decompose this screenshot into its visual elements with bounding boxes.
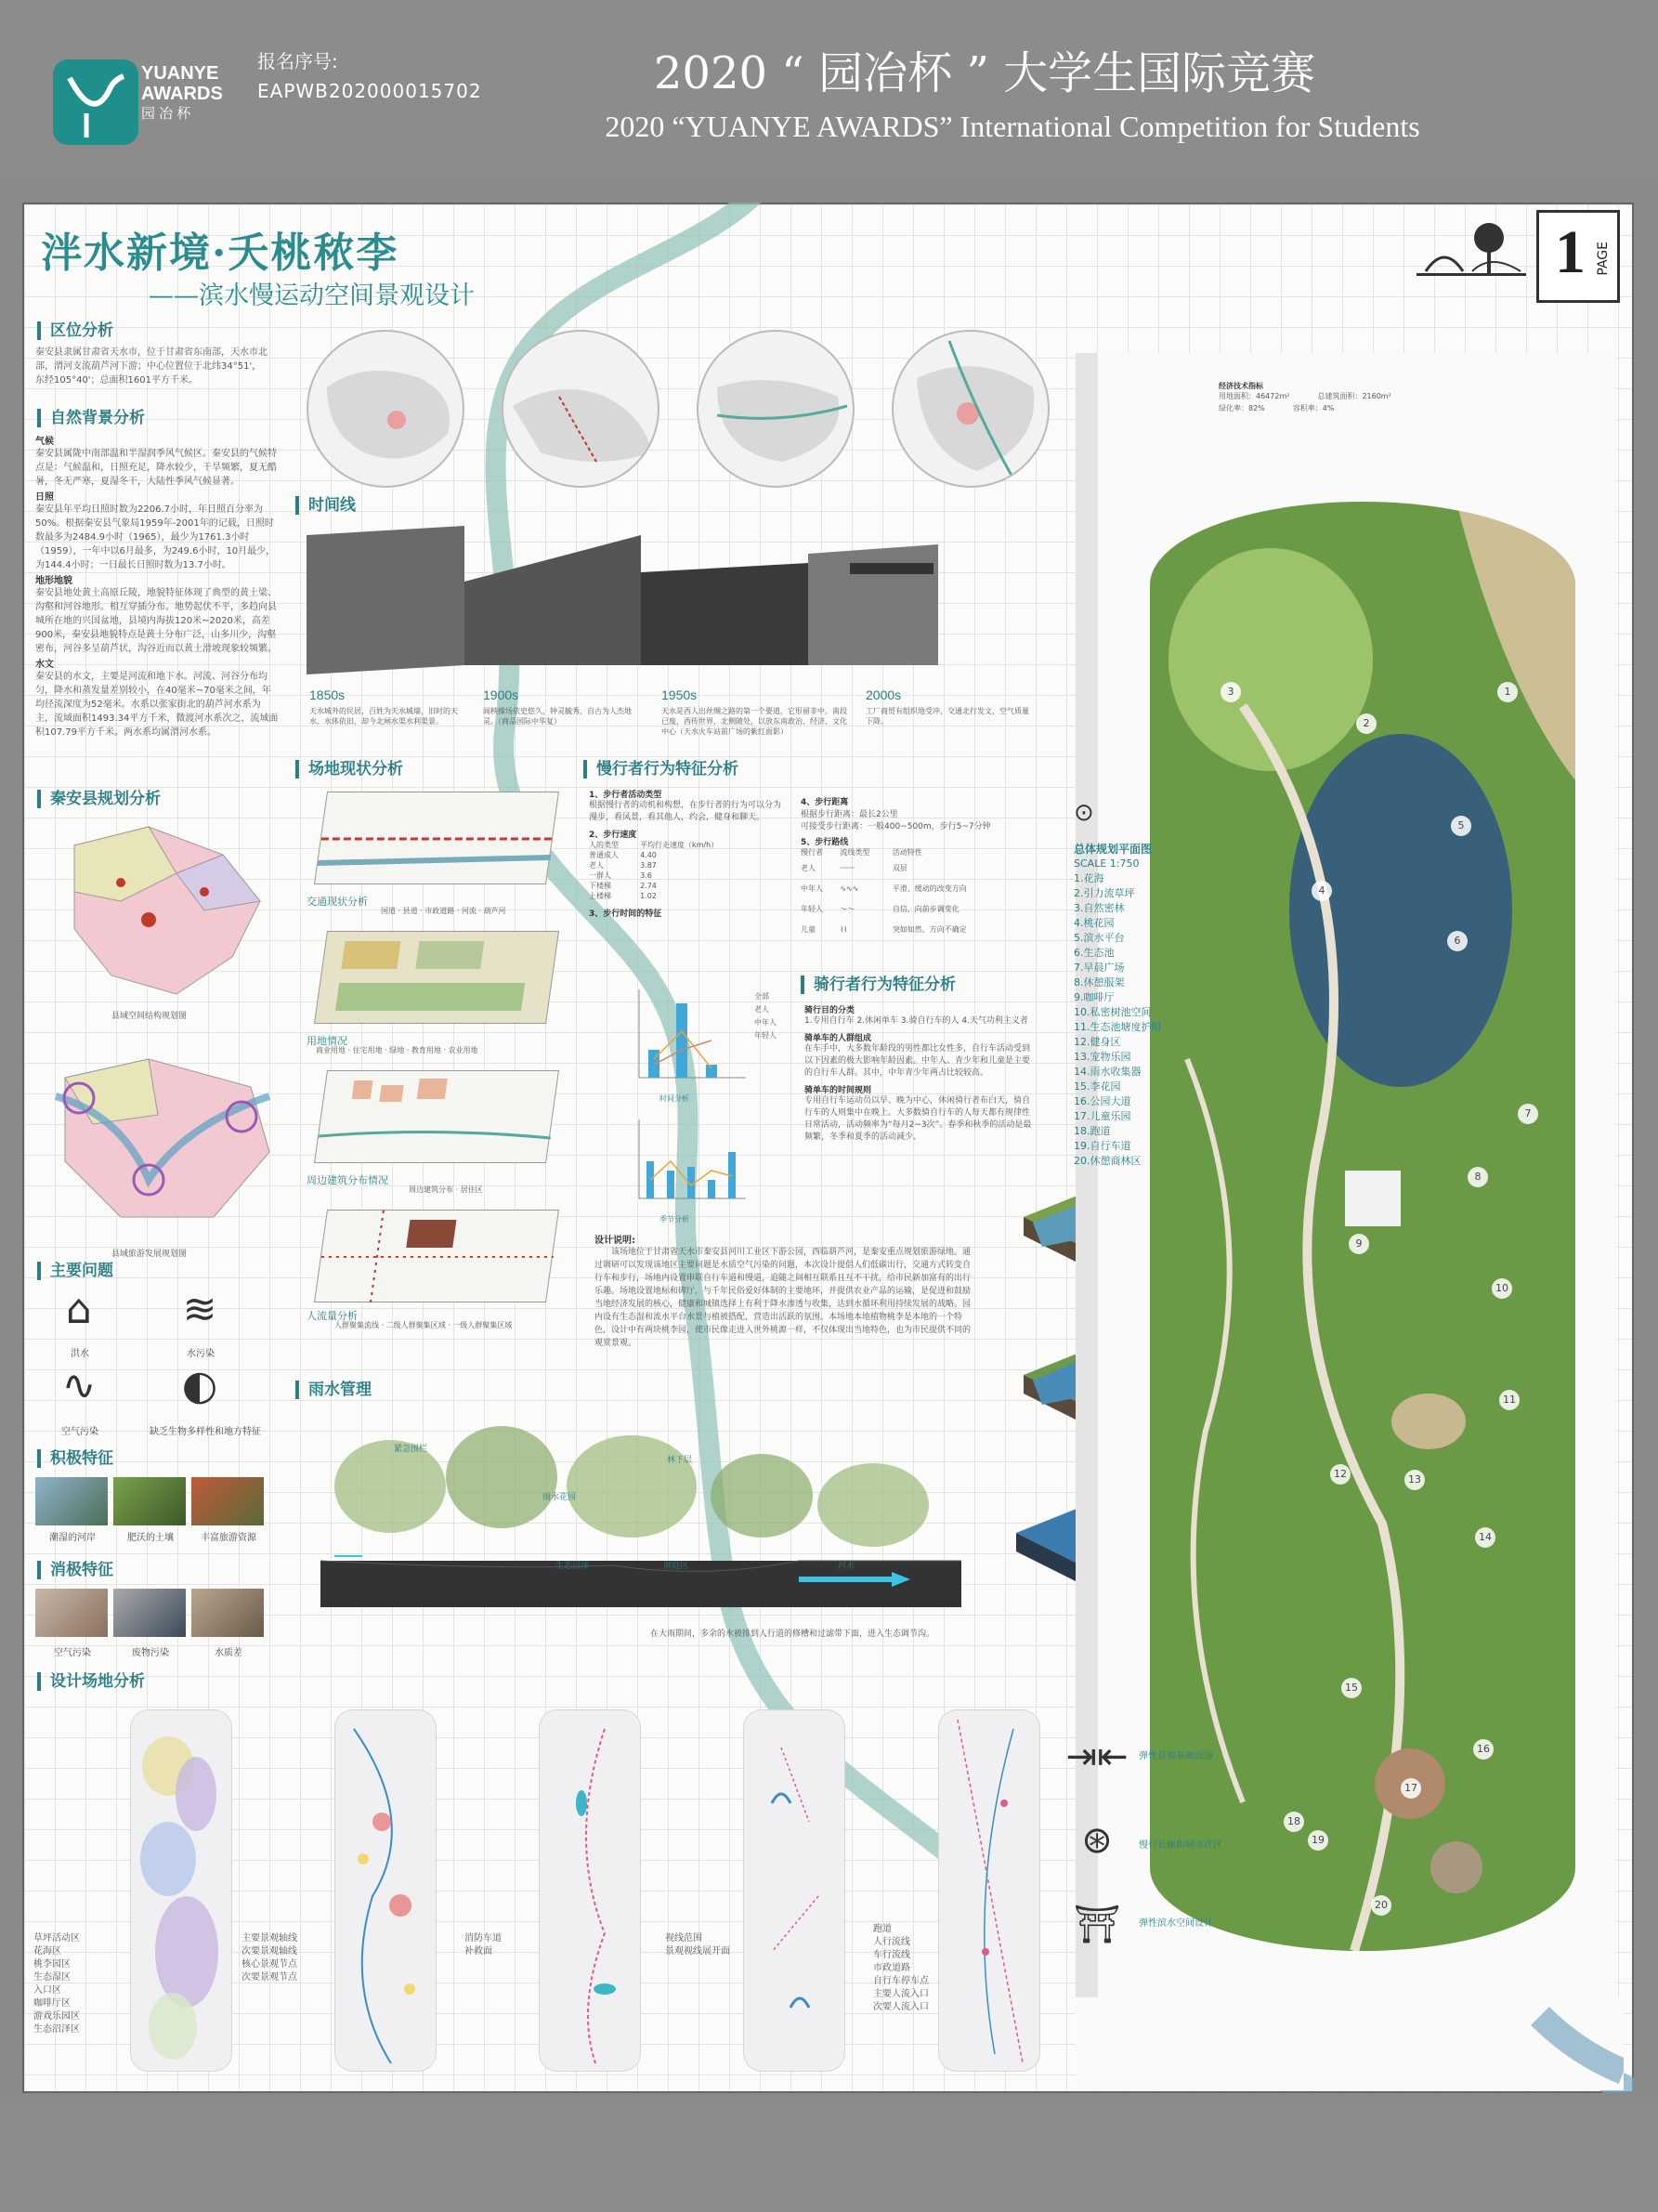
- project-title: 泮水新境·夭桃秾李: [41, 229, 399, 277]
- problem-air-pollution: 空气污染: [61, 1427, 98, 1437]
- building-map: [314, 1070, 559, 1163]
- negative-label-3: 水质差: [215, 1648, 242, 1658]
- era-1850: 1850s: [309, 687, 346, 702]
- plan-marker-8: 8: [1468, 1167, 1488, 1187]
- cyclist-p3: 专用自行车运动员以早、晚为中心，休闲骑行者布白天，骑自行车的人则集中在晚上。大多数骑自行车的人每天都有规律性日常活动，活动频率为“每月2~3次”。春季和秋季的活动是最频繁，冬季和夏季的活动减少。: [804, 1096, 1032, 1142]
- circulation-legend: 跑道 人行流线 车行流线 市政道路 自行车停车点 主要人流入口 次要人流入口: [873, 1924, 929, 2012]
- axis-legend: 主要景观轴线 次要景观轴线 核心景观节点 次要景观节点: [242, 1933, 297, 1983]
- plan-marker-3: 3: [1221, 682, 1241, 702]
- section-planning: 秦安县规划分析: [37, 790, 161, 808]
- plan-marker-20: 20: [1371, 1895, 1391, 1916]
- section-positive: 积极特征: [37, 1449, 113, 1468]
- design-description: [594, 1232, 975, 1350]
- county-tour-caption: 县域旅游发展规划图: [111, 1250, 188, 1259]
- negative-label-2: 废物污染: [132, 1648, 169, 1658]
- rain-label-swale: 生态沼泽: [555, 1562, 590, 1571]
- sightline-legend: 视线范围 景观视线展开面: [665, 1933, 730, 1957]
- plan-marker-15: 15: [1341, 1678, 1362, 1698]
- location-map-gansu: [502, 330, 659, 488]
- analysis-circulation: [938, 1709, 1040, 2072]
- plan-marker-6: 6: [1447, 931, 1468, 951]
- cyclist-p2: 在车手中，大多数年龄段的男性都比女性多，自行车活动受到以下因素的极大影响年龄因素。中年人、青少年和儿童是主要的自行车人群。其中，中年青少年两占比较较高。: [804, 1044, 1031, 1078]
- analysis-axis: [334, 1709, 437, 2072]
- walker-h4: 4、步行距离: [801, 798, 849, 807]
- side-label-1: 弹性景观基础设施: [1139, 1751, 1213, 1761]
- photo-riverbank: [35, 1477, 108, 1525]
- zoning-legend: 草坪活动区 花海区 桃李园区 生态湿区 入口区 咖啡厅区 游戏乐园区 生态沼泽区: [33, 1933, 80, 2035]
- chart-series-legend: 全部 老人 中年人 年轻人: [754, 992, 777, 1040]
- plan-marker-11: 11: [1499, 1390, 1520, 1410]
- cyclist-h1: 骑行目的分类: [804, 1006, 855, 1015]
- county-space-caption: 县域空间结构规划图: [111, 1012, 188, 1021]
- mask-icon: ◐: [181, 1362, 218, 1409]
- photo-air-pollution: [35, 1589, 108, 1637]
- plan-marker-19: 19: [1308, 1830, 1328, 1851]
- tech-indicators: [1219, 381, 1414, 413]
- section-natural: 自然背景分析: [37, 409, 145, 427]
- plan-marker-13: 13: [1404, 1470, 1425, 1490]
- section-site-status: 场地现状分析: [295, 760, 403, 779]
- era-1950: 1950s: [661, 687, 698, 702]
- plan-marker-14: 14: [1475, 1527, 1495, 1548]
- rain-label-garden: 雨水花园: [542, 1493, 577, 1502]
- walker-h5: 5、步行路线: [801, 838, 849, 847]
- section-timeline: 时间线: [295, 496, 356, 515]
- walker-distance: [801, 795, 1033, 939]
- timeline-collage: [307, 526, 938, 684]
- problem-water-pollution: 水污染: [187, 1349, 215, 1359]
- side-label-2: 慢行长廊和城市社区: [1139, 1840, 1222, 1851]
- land-use-map: [314, 931, 559, 1024]
- analysis-sightline: [743, 1709, 845, 2072]
- page-number: 1: [1555, 218, 1586, 286]
- yuanye-logo: [53, 59, 138, 145]
- cyclist-p1: 1.专用自行车 2.休闲单车 3.骑自行车的人 4.天气功利主义者: [804, 1016, 1028, 1026]
- photo-water-quality: [191, 1589, 264, 1637]
- north-arrow-icon: ⊙: [1074, 799, 1094, 827]
- traffic-legend: 国道 · 县道 · 市政道路 · 河流 · 葫芦河: [381, 907, 506, 915]
- climate-text: 秦安县属陇中南部温和半湿润季风气候区。秦安县的气候特点是：气候温和，日照充足，降水较少，干旱频繁，夏无酷暑，冬无严寒，夏湿冬干，大陆性季风气候显著。: [35, 449, 277, 487]
- walking-route-table: 慢行者 流线类型 活动特性 老人 〰〰 双层 中年人 ∿∿∿ 平滑、缓动的改变方向 年轻人 ～～ 自信、向前步调变化 儿童 ⌇⌇ 突如如然、方向不确定: [801, 848, 967, 934]
- plan-marker-5: 5: [1451, 816, 1471, 836]
- header-bar: [0, 0, 1658, 178]
- plan-marker-7: 7: [1518, 1104, 1538, 1124]
- resilient-infrastructure-icon: ⇥⇤: [1065, 1735, 1129, 1778]
- section-rain: 雨水管理: [295, 1381, 372, 1399]
- season-chart: [620, 1115, 751, 1217]
- walker-p1: 根据慢行者的动机和构想，在步行者的行为可以分为漫步，看风景，看其他人，约会，健身和聊天。: [589, 801, 782, 822]
- county-tour-map: [37, 1041, 279, 1236]
- plan-marker-17: 17: [1401, 1778, 1421, 1799]
- walker-h2: 2、步行速度: [589, 831, 637, 840]
- cyclist-analysis: [804, 1003, 1032, 1144]
- cyclist-h3: 骑单车的时间规则: [804, 1086, 872, 1095]
- building-legend: 周边建筑分布 · 居住区: [409, 1185, 483, 1194]
- plan-marker-2: 2: [1356, 713, 1377, 734]
- location-text: 秦安县隶属甘肃省天水市，位于甘肃省东南部，天水市北部，渭河支流葫芦河下游；中心位置位于北纬34°51'，东经105°40'；总面积1601平方千米。: [35, 347, 268, 386]
- walker-p4b: 可接受步行距离：一般400~500m，步行5~7分钟: [801, 822, 991, 831]
- cyclist-h2: 骑单车的人群组成: [804, 1034, 872, 1043]
- design-desc-text: 该场地位于甘肃省天水市秦安县河川工业区下游公园，西临葫芦河，是秦安重点规划旅游绿地。通过调研可以发现该地区主要问题是水质空气污染的问题，本次设计提倡人们低碳出行，交通方式转变自行车和步行，场地内设置串联自行车道和慢道，追随之间相互联系且互不干扰，给市民新加富有的出行乐趣。场地设置地标和碑厅，与千年民俗爱好体制的主要地环，并提供农业产品的运输，是促进和鼓励当地经济发展的核心，健康和城镇选择上有利于降水渗透与收集，达到水循环利用持续发展的战略。园内设有生态湿和流水平台水景与植被搭配，营造出活跃的氛围。本场地本地植物桃李是本地的一个特色，设计中有两块桃李园，使市民像走进入世外桃源一样，不仅体现出当地特色，也为市民提供不同的观赏景观。: [594, 1248, 972, 1348]
- era-1950-text: 天水是西人出丝绸之路的第一个要道，它形留非中。南段已废，西传世界，北侧随处，以放东南政治、经济、文化中心（天水火车站前广场的紫红面影）: [661, 707, 847, 736]
- walker-p4a: 根据步行距离：最长2公里: [801, 810, 898, 819]
- plan-marker-9: 9: [1349, 1234, 1369, 1254]
- era-1900-text: 闹秧操场依史悠久，钟灵毓秀，自古为人杰地灵。（商品国际中华复）: [483, 707, 632, 726]
- section-design-analysis: 设计场地分析: [37, 1672, 145, 1691]
- time-bar-2: [676, 1003, 687, 1078]
- walker-h1: 1、步行者活动类型: [589, 791, 662, 800]
- project-subtitle: ——滨水慢运动空间景观设计: [149, 281, 475, 310]
- plan-marker-1: 1: [1497, 682, 1518, 702]
- competition-title-cn: 2020 “ 园冶杯 ” 大学生国际竞赛: [653, 47, 1316, 99]
- rain-label-basin: 洞庭区: [663, 1562, 689, 1571]
- time-chart: [620, 985, 751, 1096]
- people-flow-caption: 人流量分析: [307, 1310, 358, 1322]
- hydrology-text: 秦安县的水文，主要是河流和地下水。河流、河谷分布均匀，降水和蒸发量差别较小，在40毫米~70毫米之间，年均径流深度为52毫米。水系以张家街北的葫芦河水系为主，流域面积1493.34平方千米，微渡河水系次之，流域面积107.79平方千米。两水系均属渭河水系。: [35, 672, 279, 738]
- positive-label-1: 潮湿的河岸: [49, 1533, 96, 1543]
- problem-flood: 洪水: [71, 1349, 89, 1359]
- people-flow-legend: 人群聚集流线 · 二级人群聚集区域 · 一级人群聚集区域: [334, 1321, 513, 1329]
- rain-label-river: 河水: [838, 1562, 855, 1571]
- analysis-zoning: [130, 1709, 232, 2072]
- footer-bar: [0, 2104, 1658, 2212]
- time-bar-3: [706, 1065, 717, 1078]
- sunlight-text: 秦安县年平均日照时数为2206.7小时，年日照百分率为50%。根据秦安县气象局1959年-2001年的记载，日照时数最多为2484.9小时（1965），最少为1761.3小时（1959），一年中以6月最多，为249.6小时，10月最少，为144.4小时；一日最长日照时数为13.7小时。: [35, 504, 276, 570]
- traffic-caption: 交通现状分析: [307, 896, 368, 908]
- natural-background-text: [35, 433, 279, 740]
- plan-marker-18: 18: [1284, 1812, 1304, 1832]
- design-desc-heading: 设计说明:: [594, 1236, 635, 1246]
- flood-icon: ⌂: [66, 1286, 92, 1333]
- plan-marker-16: 16: [1473, 1739, 1494, 1760]
- people-flow-map: [314, 1210, 559, 1302]
- fire-access-legend: 消防车道 补救面: [464, 1933, 502, 1957]
- section-location: 区位分析: [37, 321, 113, 340]
- era-2000-text: 工厂商贸有组织地受冲，交通北行发文，空气质量下降。: [866, 707, 1029, 726]
- era-2000: 2000s: [866, 687, 902, 702]
- sunlight-heading: 日照: [35, 492, 54, 503]
- location-map-china: [307, 330, 464, 488]
- time-chart-title: 时间分析: [659, 1094, 689, 1103]
- building-caption: 周边建筑分布情况: [307, 1174, 388, 1186]
- climate-heading: 气候: [35, 437, 54, 447]
- competition-title-en: 2020 “YUANYE AWARDS” International Competition for Students: [605, 110, 1420, 143]
- location-map-qinan: [892, 330, 1050, 488]
- plan-marker-4: 4: [1312, 881, 1332, 901]
- era-1900: 1900s: [483, 687, 519, 702]
- rain-label-fence: 紧急围栏: [394, 1445, 428, 1454]
- stats-title: 经济技术指标: [1219, 382, 1263, 390]
- photo-soil: [113, 1477, 186, 1525]
- photo-tourism: [191, 1477, 264, 1525]
- section-cyclist: 骑行者行为特征分析: [801, 975, 956, 994]
- rain-label-understory: 林下层: [667, 1456, 693, 1465]
- era-1850-text: 天水城外的民居，百姓为天水城墙，旧时的天水、水体依旧，却今北闸水渠水利渠景。: [309, 707, 458, 726]
- location-map-tianshui: [697, 330, 855, 488]
- plan-legend-title: 总体规划平面图: [1074, 843, 1153, 856]
- plan-marker-12: 12: [1330, 1464, 1351, 1485]
- network-icon: ⊛: [1081, 1819, 1113, 1862]
- plan-bottom-edge: [1076, 1997, 1624, 2090]
- rain-caption: 在大雨期间，多余的水被排到人行道的修槽和过滤带下面，进入生态调节沟。: [650, 1630, 935, 1639]
- section-walker: 慢行者行为特征分析: [583, 760, 738, 779]
- season-chart-title: 季节分析: [659, 1215, 689, 1224]
- negative-label-1: 空气污染: [54, 1648, 91, 1658]
- plan-marker-10: 10: [1492, 1278, 1512, 1299]
- walker-h3: 3、步行时间的特征: [589, 910, 662, 919]
- problem-biodiversity: 缺乏生物多样性和地方特征: [150, 1427, 261, 1437]
- side-label-3: 弹性滨水空间设计: [1139, 1918, 1213, 1929]
- page-word: PAGE: [1596, 242, 1611, 276]
- hydrology-heading: 水文: [35, 660, 54, 670]
- time-bar-1: [648, 1050, 659, 1078]
- pavilion-icon: ⛩: [1073, 1904, 1121, 1946]
- county-space-map: [37, 818, 279, 1003]
- walker-analysis: [589, 788, 784, 919]
- traffic-map: [314, 792, 559, 884]
- park-icon: [1416, 216, 1528, 290]
- walking-speed-table: 人的类型 平均行走速度（km/h） 普通成人 4.40 老人 3.87 一群人 3.6 下楼梯 2.74 上楼梯 1.02: [589, 841, 719, 900]
- stats-values: 用地面积：46472m² 总建筑面积：2160m² 绿化率：82% 容积率：4%: [1219, 392, 1391, 412]
- terrain-heading: 地形地貌: [35, 576, 72, 586]
- land-use-legend: 商业用地 · 住宅用地 · 绿地 · 教育用地 · 农业用地: [316, 1046, 478, 1054]
- positive-label-2: 肥沃的土壤: [127, 1533, 174, 1543]
- registration-label: 报名序号:: [257, 50, 338, 72]
- land-use-caption: 用地情况: [307, 1035, 347, 1047]
- plan-scale: SCALE 1:750: [1074, 857, 1140, 870]
- water-pollution-icon: ≋: [182, 1286, 217, 1333]
- section-negative: 消极特征: [37, 1561, 113, 1579]
- terrain-text: 秦安县地处黄土高原丘陵，地貌特征体现了典型的黄土梁、沟壑和河谷地形。相互穿插分布。地势起伏不平，多趋向县城所在地的兴国盆地，县境内海拔120米~2020米，高差900米，秦安县地貌特点是黄土分布广泛，山多川少，沟壑密布，河谷多呈葫芦状，沟谷近而以黄土滑坡现象较频繁。: [35, 588, 277, 654]
- photo-waste: [113, 1589, 186, 1637]
- registration-number: EAPWB202000015702: [257, 80, 482, 102]
- analysis-fire-access: [539, 1709, 641, 2072]
- positive-label-3: 丰富旅游资源: [201, 1533, 256, 1543]
- section-problems: 主要问题: [37, 1262, 113, 1280]
- air-pollution-icon: ∿: [61, 1362, 97, 1409]
- plan-legend: 总体规划平面图 SCALE 1:750 1.花海 2.引力流草坪 3.自然密林 4.桃花园 5.滨水平台 6.生态池 7.早晨广场 8.休憩服架 9.咖啡厅 10.私密树池空间 11.生态池塘度护附 12.健身区 13.宠物乐园 14.雨水收集器 15.李花园 16.公园大道 17.儿童乐园 18.跑道 19.自行车道 20.休憩商林区: [1074, 843, 1162, 1167]
- logo-wordmark: YUANYE AWARDS 园 冶 杯: [141, 63, 223, 122]
